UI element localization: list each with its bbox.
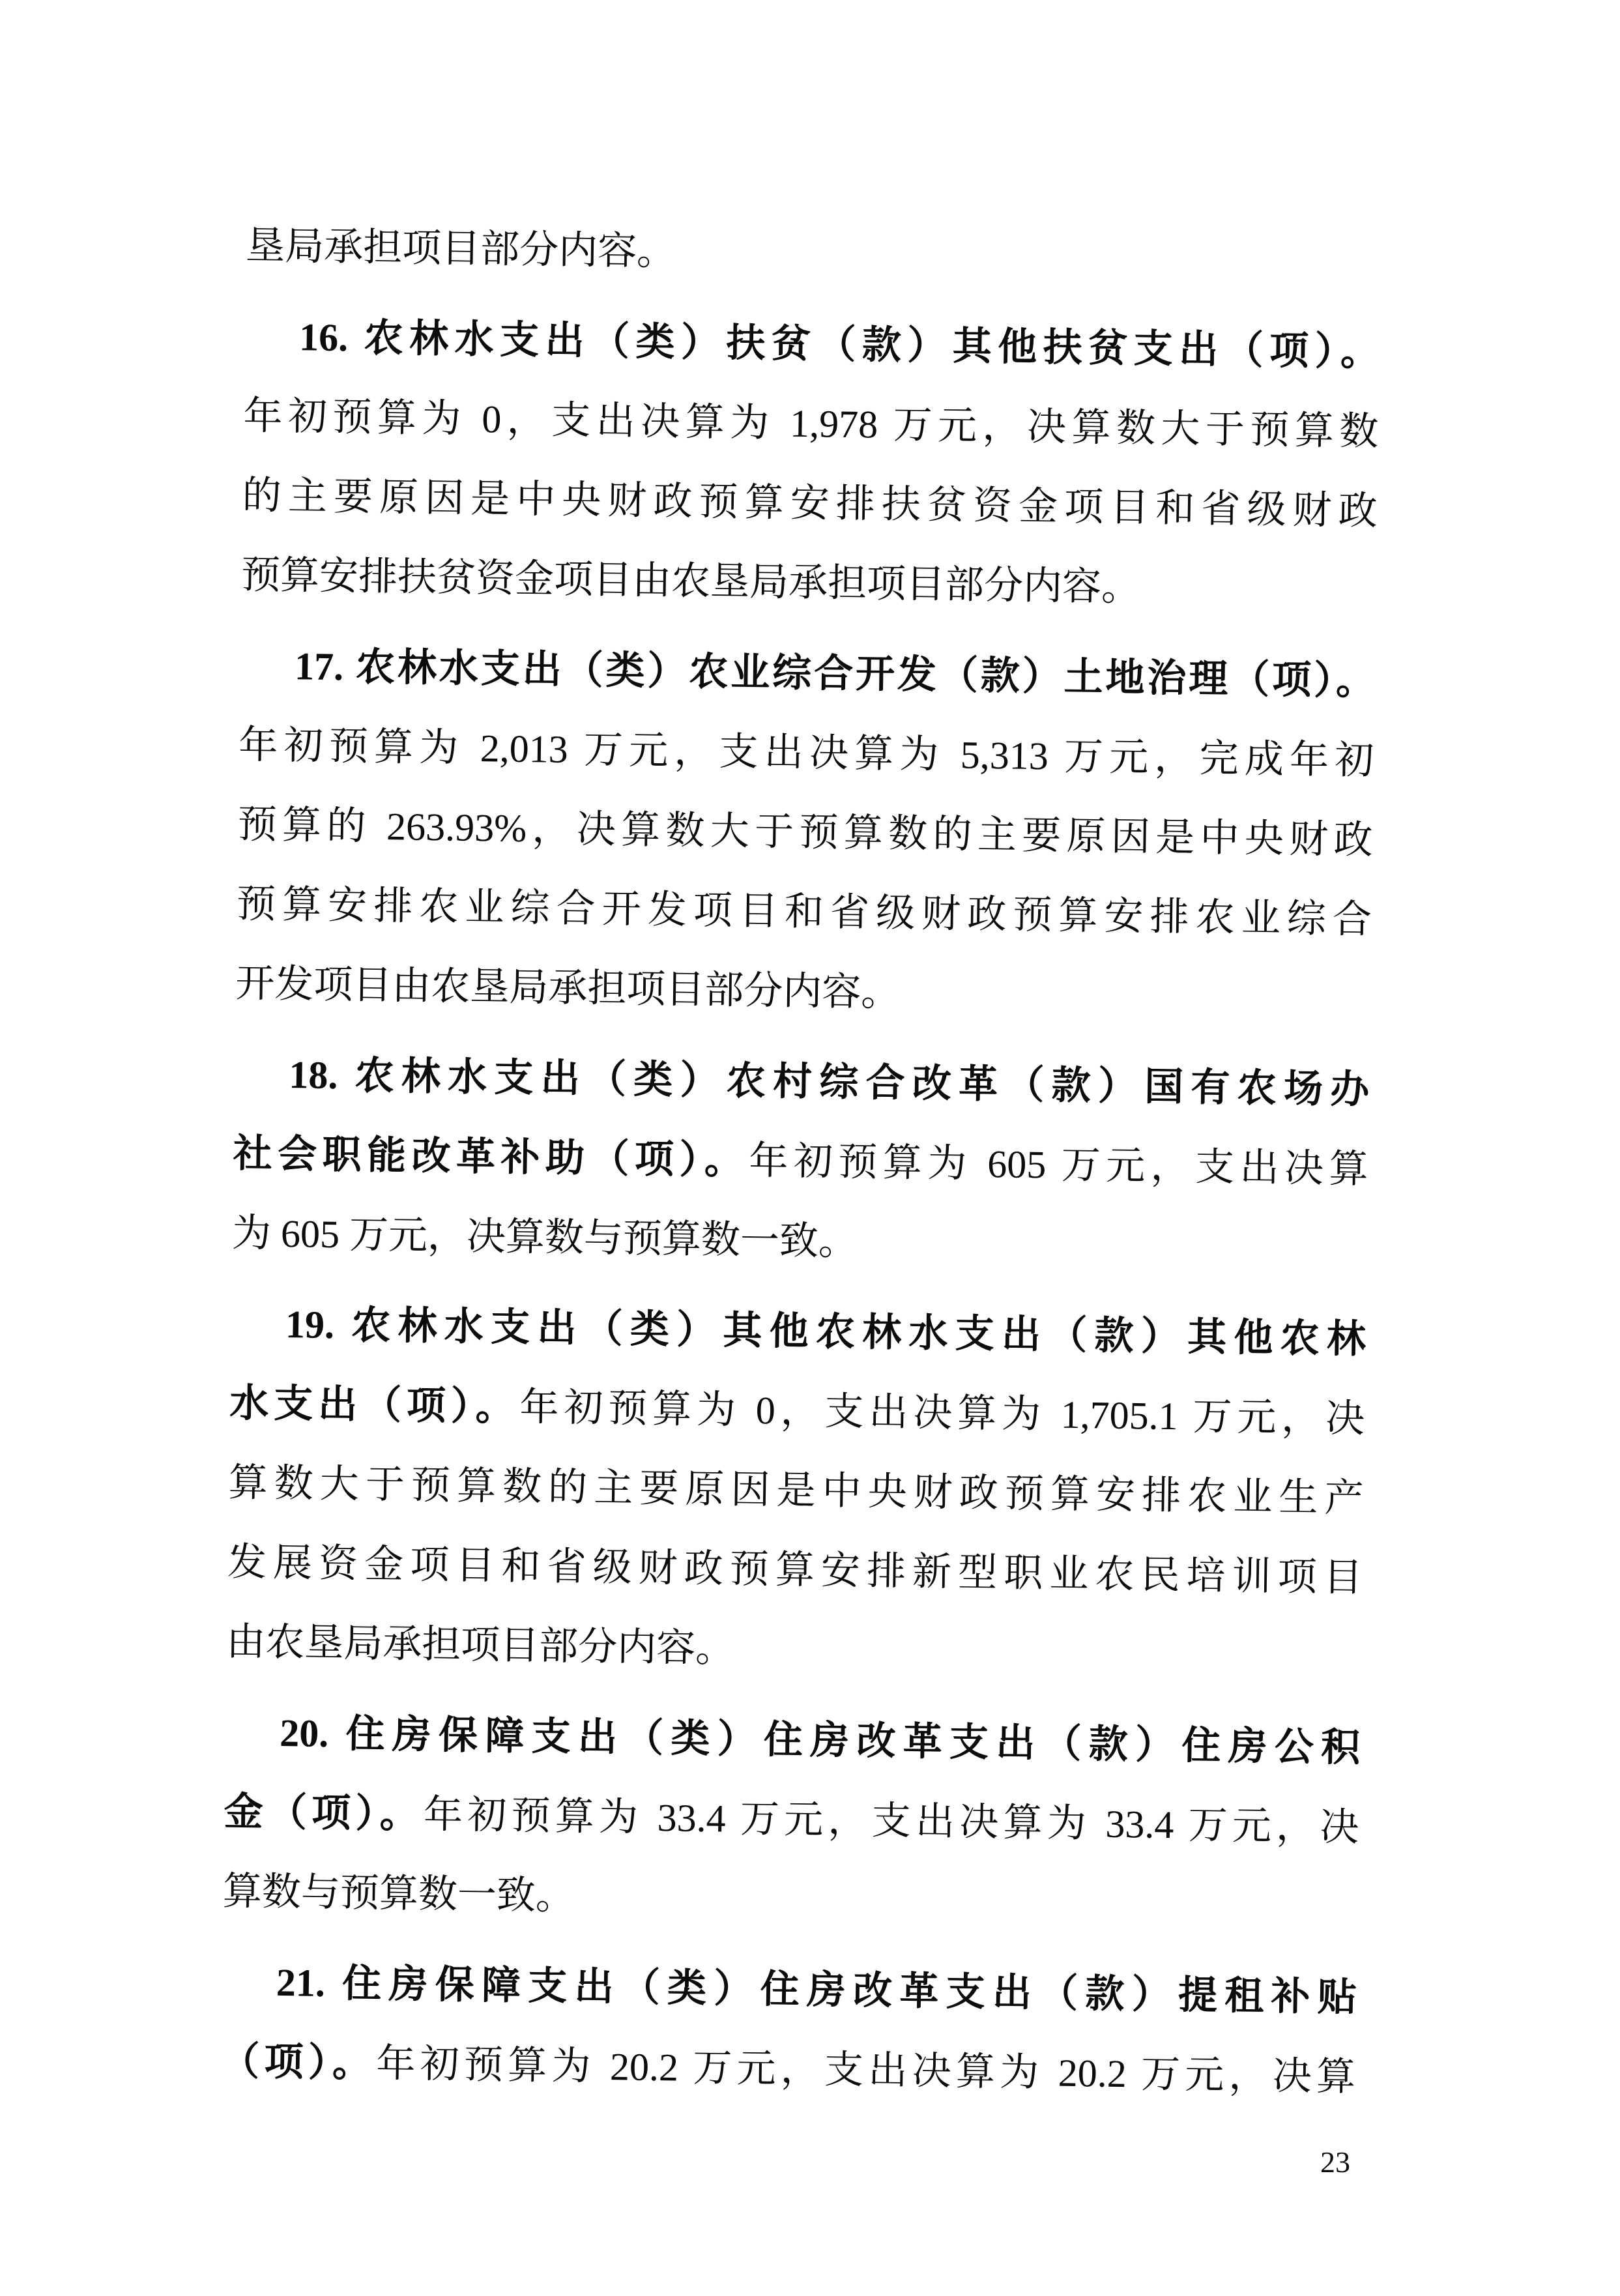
- text-line: [221, 1942, 1357, 2037]
- body-text: 年初预算为 605 万元，支出决算: [748, 1139, 1369, 1191]
- paragraph-continuation: [245, 206, 1381, 301]
- text-line: [239, 705, 1375, 800]
- text-line: [244, 297, 1380, 392]
- body-text: 预算安排扶贫资金项目由农垦局承担项目部分内容。: [240, 553, 1141, 609]
- body-text: 发展资金项目和省级财政预算安排新型职业农民培训项目: [227, 1540, 1363, 1600]
- text-line: [222, 1852, 1359, 1947]
- paragraph-20: [222, 1693, 1361, 1947]
- body-text: 年初预算为 0，支出决算为 1,978 万元，决算数大于预算数: [243, 394, 1379, 454]
- text-line: [243, 376, 1380, 471]
- paragraph-17: [235, 626, 1375, 1039]
- item-heading-text: 20. 住房保障支出（类）住房改革支出（款）住房公积: [279, 1711, 1361, 1770]
- text-line: [225, 1602, 1362, 1697]
- paragraph-19: [225, 1284, 1366, 1697]
- text-line: [235, 944, 1371, 1039]
- text-line: [227, 1522, 1363, 1618]
- page-number: 23: [1320, 2145, 1350, 2179]
- text-line: [236, 864, 1372, 959]
- paragraph-18: [231, 1034, 1370, 1288]
- text-line: [237, 785, 1374, 880]
- text-line: [228, 1443, 1365, 1538]
- text-line: [224, 1693, 1361, 1788]
- item-heading-text: 金（项）。: [224, 1790, 424, 1837]
- item-heading-text: 21. 住房保障支出（类）住房改革支出（款）提租补贴: [276, 1960, 1357, 2020]
- body-text: 年初预算为 33.4 万元，支出决算为 33.4 万元，决: [423, 1793, 1359, 1850]
- item-heading-text: 17. 农林水支出（类）农业综合开发（款）土地治理（项）。: [294, 645, 1376, 703]
- body-text: 的主要原因是中央财政预算安排扶贫资金项目和省级财政: [242, 473, 1378, 533]
- text-line: [220, 2022, 1356, 2117]
- body-text: 垦局承担项目部分内容。: [245, 224, 676, 274]
- text-line: [245, 206, 1381, 301]
- body-text: 为 605 万元，决算数与预算数一致。: [231, 1211, 858, 1264]
- body-text: 算数与预算数一致。: [222, 1869, 575, 1918]
- text-line: [229, 1363, 1365, 1459]
- item-heading-text: 水支出（项）。: [229, 1381, 520, 1429]
- body-text: 年初预算为 0，支出决算为 1,705.1 万元，决: [519, 1386, 1365, 1441]
- paragraph-16: [240, 297, 1380, 630]
- text-line: [234, 1034, 1370, 1129]
- body-text: 开发项目由农垦局承担项目部分内容。: [235, 961, 901, 1015]
- body-text: 年初预算为 20.2 万元，支出决算为 20.2 万元，决算: [375, 2042, 1356, 2099]
- body-text: 预算的 263.93%，决算数大于预算数的主要原因是中央财政: [237, 802, 1374, 862]
- text-line: [224, 1772, 1360, 1867]
- text-line: [230, 1284, 1367, 1379]
- item-heading-text: 18. 农林水支出（类）农村综合改革（款）国有农场办: [288, 1053, 1370, 1112]
- text-line: [240, 535, 1377, 630]
- item-heading-text: 社会职能改革补助（项）。: [233, 1131, 749, 1182]
- item-heading-text: 19. 农林水支出（类）其他农林水支出（款）其他农林: [285, 1303, 1367, 1361]
- body-text: 年初预算为 2,013 万元，支出决算为 5,313 万元，完成年初: [238, 723, 1374, 783]
- text-line: [242, 456, 1378, 551]
- text-line: [231, 1193, 1368, 1288]
- body-text: 由农垦局承担项目部分内容。: [225, 1620, 735, 1670]
- body-text: 预算安排农业综合开发项目和省级财政预算安排农业综合: [236, 882, 1372, 942]
- paragraph-21: [220, 1942, 1357, 2117]
- text-line: [233, 1114, 1369, 1209]
- item-heading-text: （项）。: [220, 2039, 377, 2085]
- text-line: [239, 626, 1376, 721]
- body-text: 算数大于预算数的主要原因是中央财政预算安排农业生产: [228, 1460, 1364, 1520]
- text-block: [220, 206, 1381, 2117]
- item-heading-text: 16. 农林水支出（类）扶贫（款）其他扶贫支出（项）。: [298, 315, 1380, 374]
